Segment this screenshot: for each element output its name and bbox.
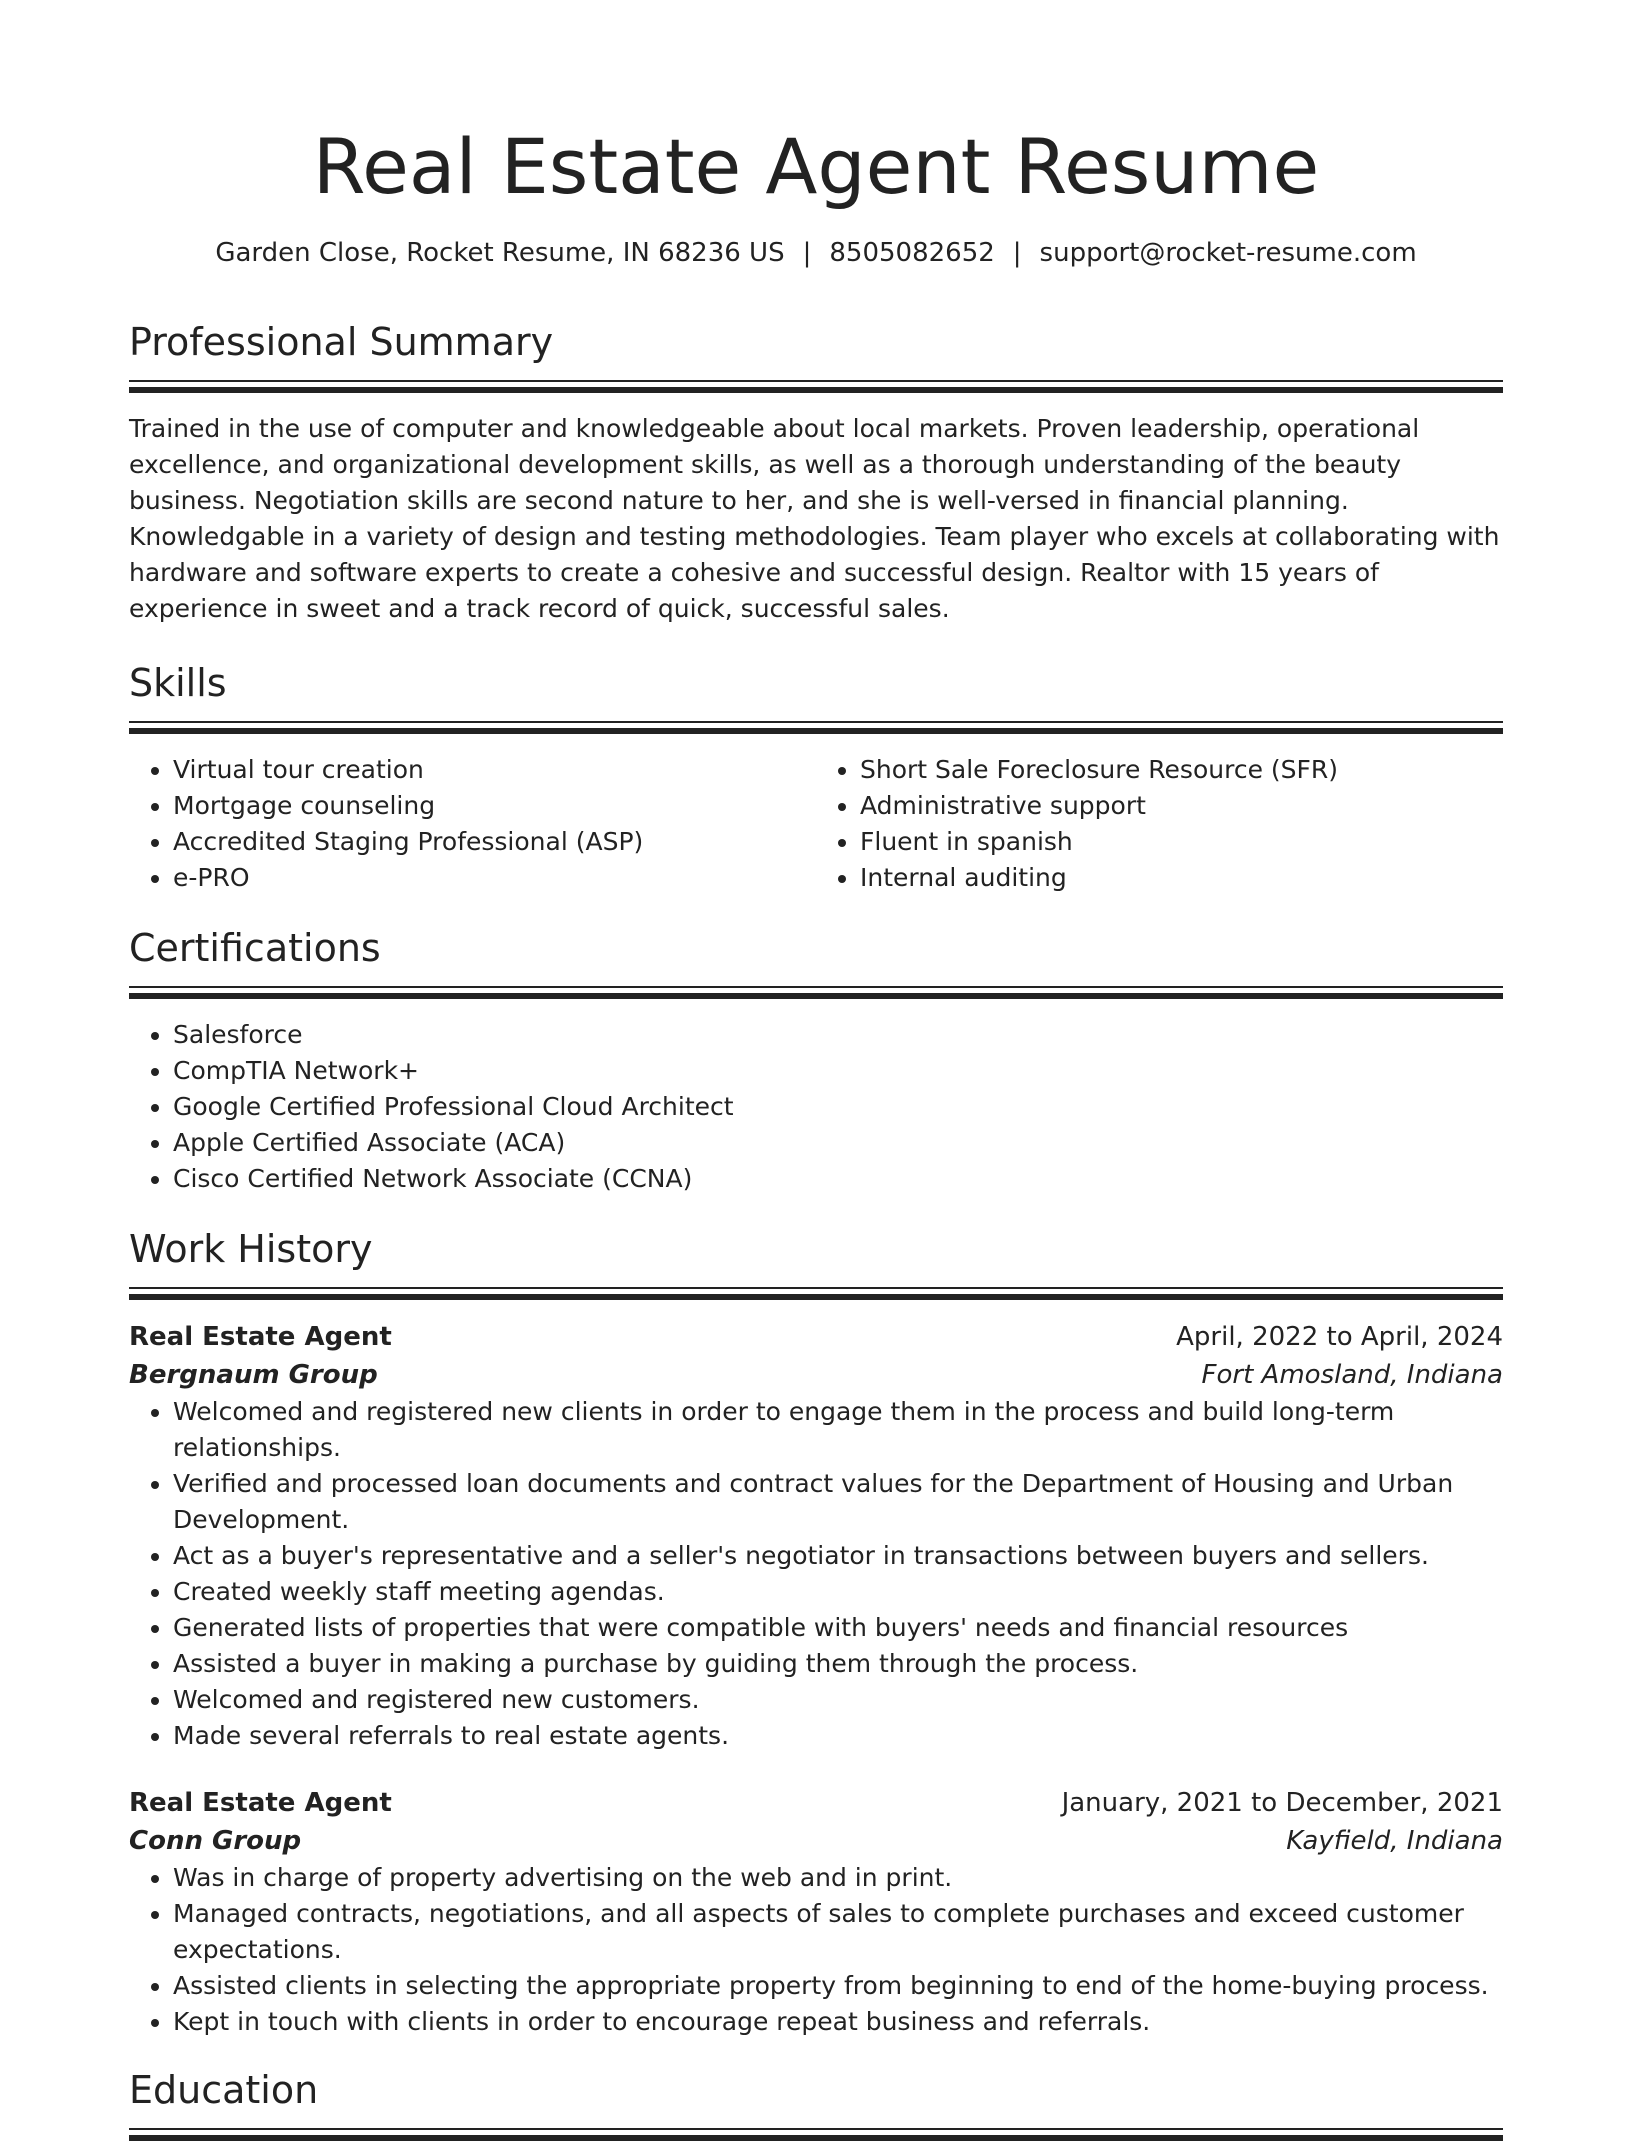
section-heading: Professional Summary [129, 320, 554, 364]
job-location: Fort Amosland, Indiana [1201, 1360, 1503, 1390]
job-duty: • Kept in touch with clients in order to encourage repeat business and referrals. [173, 2004, 1503, 2040]
skill-item: • Mortgage counseling [173, 788, 816, 824]
job-company: Conn Group [129, 1826, 302, 1856]
job-title: Real Estate Agent [129, 1322, 392, 1352]
contact-separator: | [802, 238, 812, 268]
job-location: Kayfield, Indiana [1286, 1826, 1503, 1856]
job-title: Real Estate Agent [129, 1788, 392, 1818]
job-duties-list [129, 1860, 1503, 2040]
certification-item: • Salesforce [173, 1017, 1503, 1053]
job-duty: • Was in charge of property advertising on the web and in print. [173, 1860, 1503, 1896]
section-work-history [129, 1225, 1503, 2040]
section-heading: Skills [129, 661, 227, 705]
certification-item: • Cisco Certified Network Associate (CCNA) [173, 1161, 1503, 1197]
contact-phone: 8505082652 [829, 238, 995, 268]
skill-item: • Accredited Staging Professional (ASP) [173, 824, 816, 860]
job-company-row [129, 1356, 1503, 1394]
skill-item: • Fluent in spanish [860, 824, 1503, 860]
skill-item: • Short Sale Foreclosure Resource (SFR) [860, 752, 1503, 788]
job-entry [129, 1784, 1503, 2040]
contact-separator: | [1012, 238, 1022, 268]
job-duty: • Generated lists of properties that were compatible with buyers' needs and financial resources [173, 1610, 1503, 1646]
job-dates: January, 2021 to December, 2021 [1061, 1788, 1503, 1818]
skills-grid [129, 752, 1503, 896]
section-skills [129, 659, 1503, 896]
job-duty: • Act as a buyer's representative and a seller's negotiator in transactions between buyers and sellers. [173, 1538, 1503, 1574]
job-company: Bergnaum Group [129, 1360, 378, 1390]
section-certifications [129, 924, 1503, 1197]
skill-item: • e-PRO [173, 860, 816, 896]
skill-item: • Internal auditing [860, 860, 1503, 896]
section-professional-summary [129, 318, 1503, 627]
contact-line [129, 236, 1503, 270]
skill-item: • Virtual tour creation [173, 752, 816, 788]
contact-address: Garden Close, Rocket Resume, IN 68236 US [215, 238, 785, 268]
job-dates: April, 2022 to April, 2024 [1176, 1322, 1503, 1352]
skills-list-right [816, 752, 1503, 896]
job-entry [129, 1318, 1503, 1754]
job-header-row [129, 1318, 1503, 1356]
contact-email: support@rocket-resume.com [1039, 238, 1417, 268]
section-divider [129, 1287, 1503, 1300]
job-duty: • Assisted a buyer in making a purchase by guiding them through the process. [173, 1646, 1503, 1682]
job-duty: • Managed contracts, negotiations, and all aspects of sales to complete purchases and exceed customer expectations. [173, 1896, 1503, 1968]
summary-text: Trained in the use of computer and knowledgeable about local markets. Proven leadership, operational excellence, and organizational development skills, as well as a thorough understanding of the beauty business. Negotiation skills are second nature to her, and she is well-versed in financial planning. Knowledgable in a variety of design and testing methodologies. Team player who excels at collaborating with hardware and software experts to create a cohesive and successful design. Realtor with 15 years of experience in sweet and a track record of quick, successful sales. [129, 414, 1500, 623]
section-heading: Work History [129, 1227, 373, 1271]
job-duty: • Created weekly staff meeting agendas. [173, 1574, 1503, 1610]
job-duty: • Assisted clients in selecting the appropriate property from beginning to end of the home-buying process. [173, 1968, 1503, 2004]
section-divider [129, 380, 1503, 393]
section-heading: Education [129, 2068, 319, 2112]
job-company-row [129, 1822, 1503, 1860]
job-duties-list [129, 1394, 1503, 1754]
certifications-list [129, 1017, 1503, 1197]
skill-item: • Administrative support [860, 788, 1503, 824]
section-divider [129, 721, 1503, 734]
job-duty: • Made several referrals to real estate agents. [173, 1718, 1503, 1754]
certification-item: • Google Certified Professional Cloud Architect [173, 1089, 1503, 1125]
section-education [129, 2066, 1503, 2141]
section-divider [129, 986, 1503, 999]
section-divider [129, 2128, 1503, 2141]
job-duty: • Verified and processed loan documents and contract values for the Department of Housing and Urban Development. [173, 1466, 1503, 1538]
job-duty: • Welcomed and registered new customers. [173, 1682, 1503, 1718]
certification-item: • Apple Certified Associate (ACA) [173, 1125, 1503, 1161]
resume-title: Real Estate Agent Resume [312, 122, 1320, 211]
certification-item: • CompTIA Network+ [173, 1053, 1503, 1089]
section-heading: Certifications [129, 926, 381, 970]
job-header-row [129, 1784, 1503, 1822]
job-duty: • Welcomed and registered new clients in order to engage them in the process and build long-term relationships. [173, 1394, 1503, 1466]
skills-list-left [129, 752, 816, 896]
